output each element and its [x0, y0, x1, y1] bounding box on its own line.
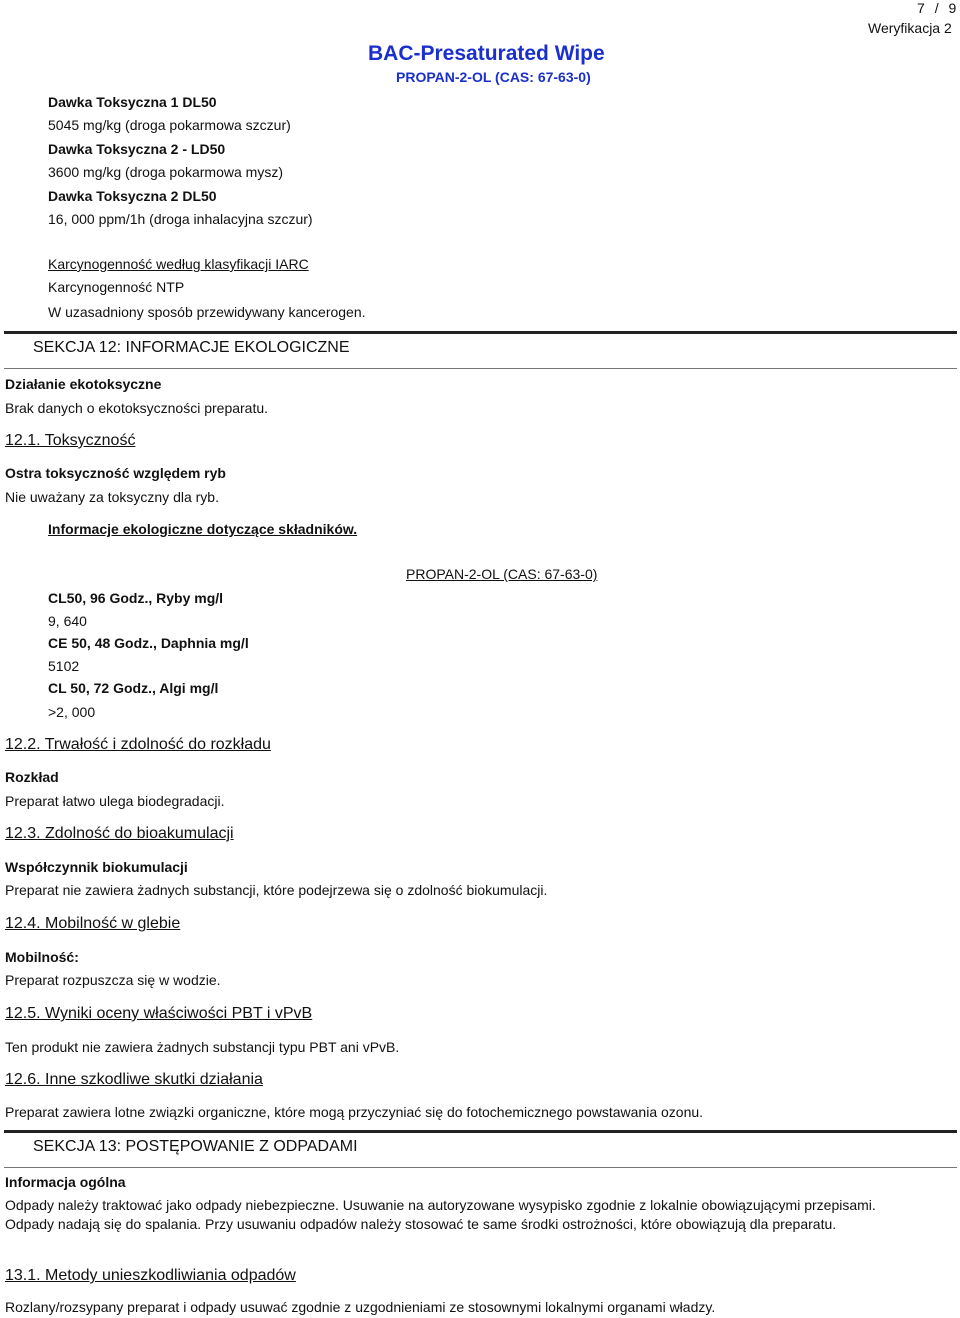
mobility-heading: Mobilność:: [5, 949, 79, 965]
cl50-label: CL 50, 72 Godz., Algi mg/l: [48, 680, 219, 696]
fish-text: Nie uważany za toksyczny dla ryb.: [5, 489, 219, 505]
subsection-13-1: 13.1. Metody unieszkodliwiania odpadów: [5, 1267, 296, 1284]
bioacc-heading: Współczynnik biokumulacji: [5, 859, 188, 875]
general-info-heading: Informacja ogólna: [5, 1174, 126, 1190]
degradation-heading: Rozkład: [5, 769, 59, 785]
ecotox-text: Brak danych o ekotoksyczności preparatu.: [5, 400, 269, 416]
lc50-label: CL50, 96 Godz., Ryby mg/l: [48, 590, 224, 606]
ec50-value: 5102: [48, 658, 80, 674]
bioacc-text: Preparat nie zawiera żadnych substancji, które podejrzewa się o zdolność biokumulacji.: [5, 882, 548, 898]
subsection-12-5: 12.5. Wyniki oceny właściwości PBT i vPvB: [5, 1005, 313, 1022]
substance-subtitle: PROPAN-2-OL (CAS: 67-63-0): [396, 69, 591, 85]
pbt-text: Ten produkt nie zawiera żadnych substancji typu PBT ani vPvB.: [5, 1039, 400, 1055]
ec50-label: CE 50, 48 Godz., Daphnia mg/l: [48, 635, 249, 651]
disposal-methods-text: Rozlany/rozsypany preparat i odpady usuwać zgodnie z uzgodnieniami ze stosownymi lokalnymi organami władzy.: [5, 1299, 716, 1315]
component-substance: PROPAN-2-OL (CAS: 67-63-0): [406, 566, 598, 582]
tox-line-1: Dawka Toksyczna 1 DL50: [48, 94, 217, 110]
lc50-value: 9, 640: [48, 613, 87, 629]
general-info-text: Odpady należy traktować jako odpady niebezpieczne. Usuwanie na autoryzowane wysypisko zgodnie z lokalnie obowiązującymi przepisami. Odpady nadają się do spalania. Przy usuwaniu odpadów należy stosować te same środki ostrożności, które obowiązują dla preparatu.: [5, 1197, 876, 1232]
section-12-title: SEKCJA 12: INFORMACJE EKOLOGICZNE: [33, 339, 350, 356]
tox-line-4: 3600 mg/kg (droga pokarmowa mysz): [48, 164, 283, 180]
iarc-heading: Karcynogenność według klasyfikacji IARC: [48, 256, 309, 272]
page-number: [917, 0, 957, 16]
product-title: BAC-Presaturated Wipe: [368, 42, 605, 65]
tox-line-2: 5045 mg/kg (droga pokarmowa szczur): [48, 117, 291, 133]
section-13-title: SEKCJA 13: POSTĘPOWANIE Z ODPADAMI: [33, 1138, 358, 1155]
ntp-heading: Karcynogenność NTP: [48, 279, 185, 295]
subsection-12-1: 12.1. Toksyczność: [5, 432, 136, 449]
mobility-text: Preparat rozpuszcza się w wodzie.: [5, 972, 221, 988]
tox-line-6: 16, 000 ppm/1h (droga inhalacyjna szczur): [48, 211, 313, 227]
tox-line-5: Dawka Toksyczna 2 DL50: [48, 188, 217, 204]
other-effects-text: Preparat zawiera lotne związki organiczne, które mogą przyczyniać się do fotochemicznego powstawania ozonu.: [5, 1104, 704, 1120]
tox-line-3: Dawka Toksyczna 2 - LD50: [48, 141, 226, 157]
subsection-12-6: 12.6. Inne szkodliwe skutki działania: [5, 1071, 263, 1088]
page-current: 7: [917, 0, 926, 16]
subsection-12-3: 12.3. Zdolność do bioakumulacji: [5, 825, 234, 842]
page-total: 9: [948, 0, 958, 16]
subsection-12-4: 12.4. Mobilność w glebie: [5, 915, 181, 932]
components-heading: Informacje ekologiczne dotyczące składników.: [48, 521, 358, 537]
subsection-12-2: 12.2. Trwałość i zdolność do rozkładu: [5, 736, 271, 753]
version-label: Weryfikacja 2: [868, 20, 952, 36]
page-separator: /: [934, 0, 940, 16]
ecotox-heading: Działanie ekotoksyczne: [5, 376, 162, 392]
degradation-text: Preparat łatwo ulega biodegradacji.: [5, 793, 225, 809]
cl50-value: >2, 000: [48, 704, 96, 720]
fish-heading: Ostra toksyczność względem ryb: [5, 465, 226, 481]
ntp-text: W uzasadniony sposób przewidywany kancerogen.: [48, 304, 366, 320]
